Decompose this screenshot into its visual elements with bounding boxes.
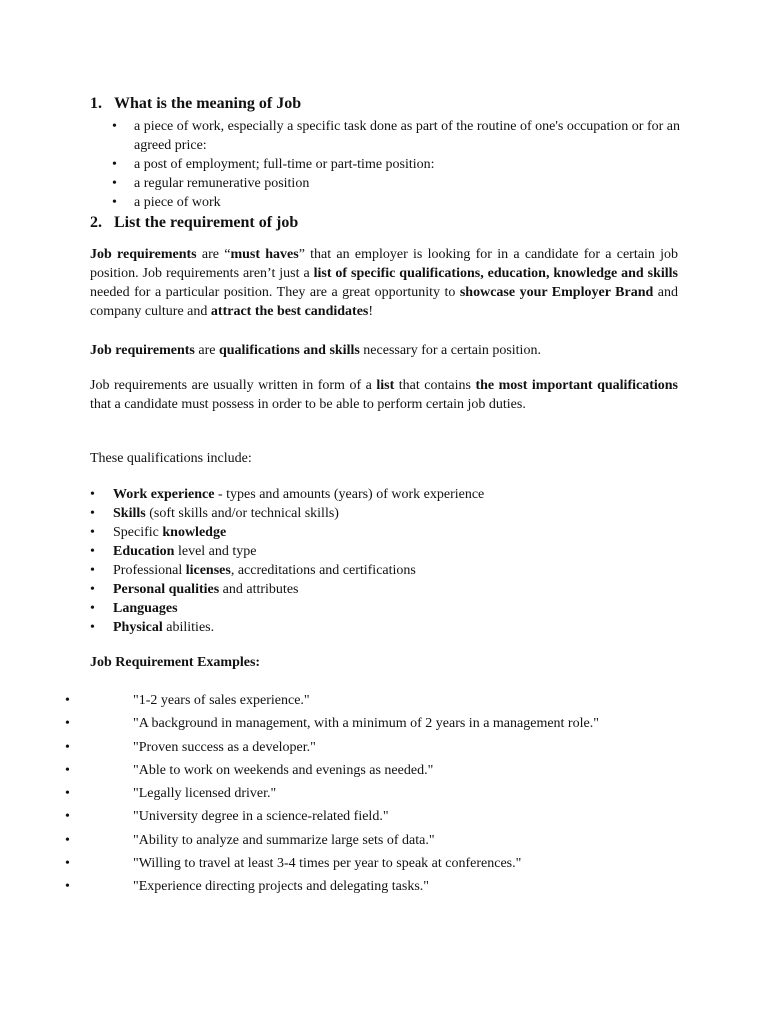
- bullet-icon: •: [65, 762, 70, 778]
- bullet-icon: •: [65, 786, 70, 802]
- list-item: • "A background in management, with a minimum of 2 years in a management role.": [65, 716, 599, 732]
- bullet-icon: •: [65, 739, 70, 755]
- list-item: • "Ability to analyze and summarize large sets of data.": [65, 832, 435, 848]
- bold-phrase: list: [376, 378, 395, 393]
- bullet-icon: •: [90, 525, 95, 540]
- list-item: • Professional licenses, accreditations and certifications: [90, 563, 416, 578]
- list-item: [112, 117, 712, 155]
- list-item: • Physical abilities.: [90, 620, 215, 635]
- list-item: • "1-2 years of sales experience.": [65, 693, 310, 708]
- bullet-icon: •: [90, 506, 95, 521]
- bullet-icon: •: [112, 157, 117, 172]
- list-item: • "Legally licensed driver.": [65, 786, 277, 802]
- qualifications-intro: These qualifications include:: [90, 451, 252, 466]
- bold-phrase: the most important qualifications: [475, 378, 679, 393]
- bullet-icon: •: [65, 832, 70, 848]
- list-item: • "Willing to travel at least 3-4 times per year to speak at conferences.": [65, 856, 522, 872]
- job-meaning-list: [112, 117, 712, 212]
- bullet-icon: •: [90, 544, 95, 559]
- bold-phrase: qualifications and skills: [218, 343, 360, 358]
- bold-phrase: showcase your Employer Brand: [459, 285, 654, 300]
- list-item: [112, 193, 712, 212]
- bullet-icon: •: [90, 582, 95, 597]
- list-item: • Work experience - types and amounts (years) of work experience: [90, 487, 485, 502]
- bullet-icon: •: [112, 119, 117, 134]
- section-1-title: What is the meaning of Job: [114, 95, 302, 112]
- list-item: • Skills (soft skills and/or technical skills): [90, 506, 339, 521]
- bold-phrase: must haves: [230, 247, 299, 262]
- examples-heading: Job Requirement Examples:: [90, 655, 261, 670]
- list-item-text: a regular remunerative position: [134, 176, 310, 191]
- list-item: [112, 174, 712, 193]
- bullet-icon: •: [112, 176, 117, 191]
- list-item-text: a post of employment; full-time or part-time position:: [134, 157, 435, 172]
- list-item: • Specific knowledge: [90, 525, 227, 540]
- section-2-heading: [90, 214, 298, 232]
- bold-phrase: attract the best candidates: [210, 304, 369, 319]
- list-format-paragraph: Job requirements are usually written in form of a list that contains the most important qualifications that a candidate must possess in order to be able to perform certain job duties.: [90, 378, 679, 412]
- bullet-icon: •: [65, 879, 70, 895]
- bold-phrase: Job requirements: [90, 247, 197, 262]
- section-1-heading: [90, 95, 301, 113]
- list-item: • "University degree in a science-related field.": [65, 809, 389, 825]
- section-1-number: 1.: [90, 95, 102, 112]
- section-2-title: List the requirement of job: [114, 214, 299, 231]
- list-item: • Personal qualities and attributes: [90, 582, 299, 597]
- list-item: • "Able to work on weekends and evenings as needed.": [65, 762, 434, 778]
- bullet-icon: •: [90, 487, 95, 502]
- list-item-text: a piece of work, especially a specific task done as part of the routine of one's occupation or for an agreed price:: [134, 119, 680, 153]
- section-2-number: 2.: [90, 214, 102, 231]
- bold-phrase: Job requirements: [90, 343, 195, 358]
- job-requirements-paragraph: Job requirements are “must haves” that an employer is looking for in a candidate for a certain job position. Job requirements aren’t just a list of specific qualifications, education, knowledge and skills needed for a particular position. They are a great opportunity to showcase your Employer Brand and company culture and attract the best candidates!: [90, 247, 678, 319]
- list-item: • "Proven success as a developer.": [65, 739, 316, 755]
- list-item-text: a piece of work: [134, 195, 221, 210]
- bold-phrase: list of specific qualifications, education, knowledge and skills: [313, 266, 678, 281]
- bullet-icon: •: [65, 856, 70, 872]
- bullet-icon: •: [65, 693, 70, 708]
- list-item: • Education level and type: [90, 544, 257, 559]
- list-item: [112, 155, 712, 174]
- bullet-icon: •: [65, 716, 70, 732]
- list-item: • "Experience directing projects and delegating tasks.": [65, 879, 429, 895]
- bullet-icon: •: [90, 601, 95, 616]
- bullet-icon: •: [90, 563, 95, 578]
- examples-list: [65, 691, 725, 901]
- qualifications-paragraph: Job requirements are qualifications and skills necessary for a certain position.: [90, 343, 541, 358]
- list-item: • Languages: [90, 601, 178, 616]
- qualifications-list: [90, 485, 690, 637]
- bullet-icon: •: [90, 620, 95, 635]
- bullet-icon: •: [65, 809, 70, 825]
- bullet-icon: •: [112, 195, 117, 210]
